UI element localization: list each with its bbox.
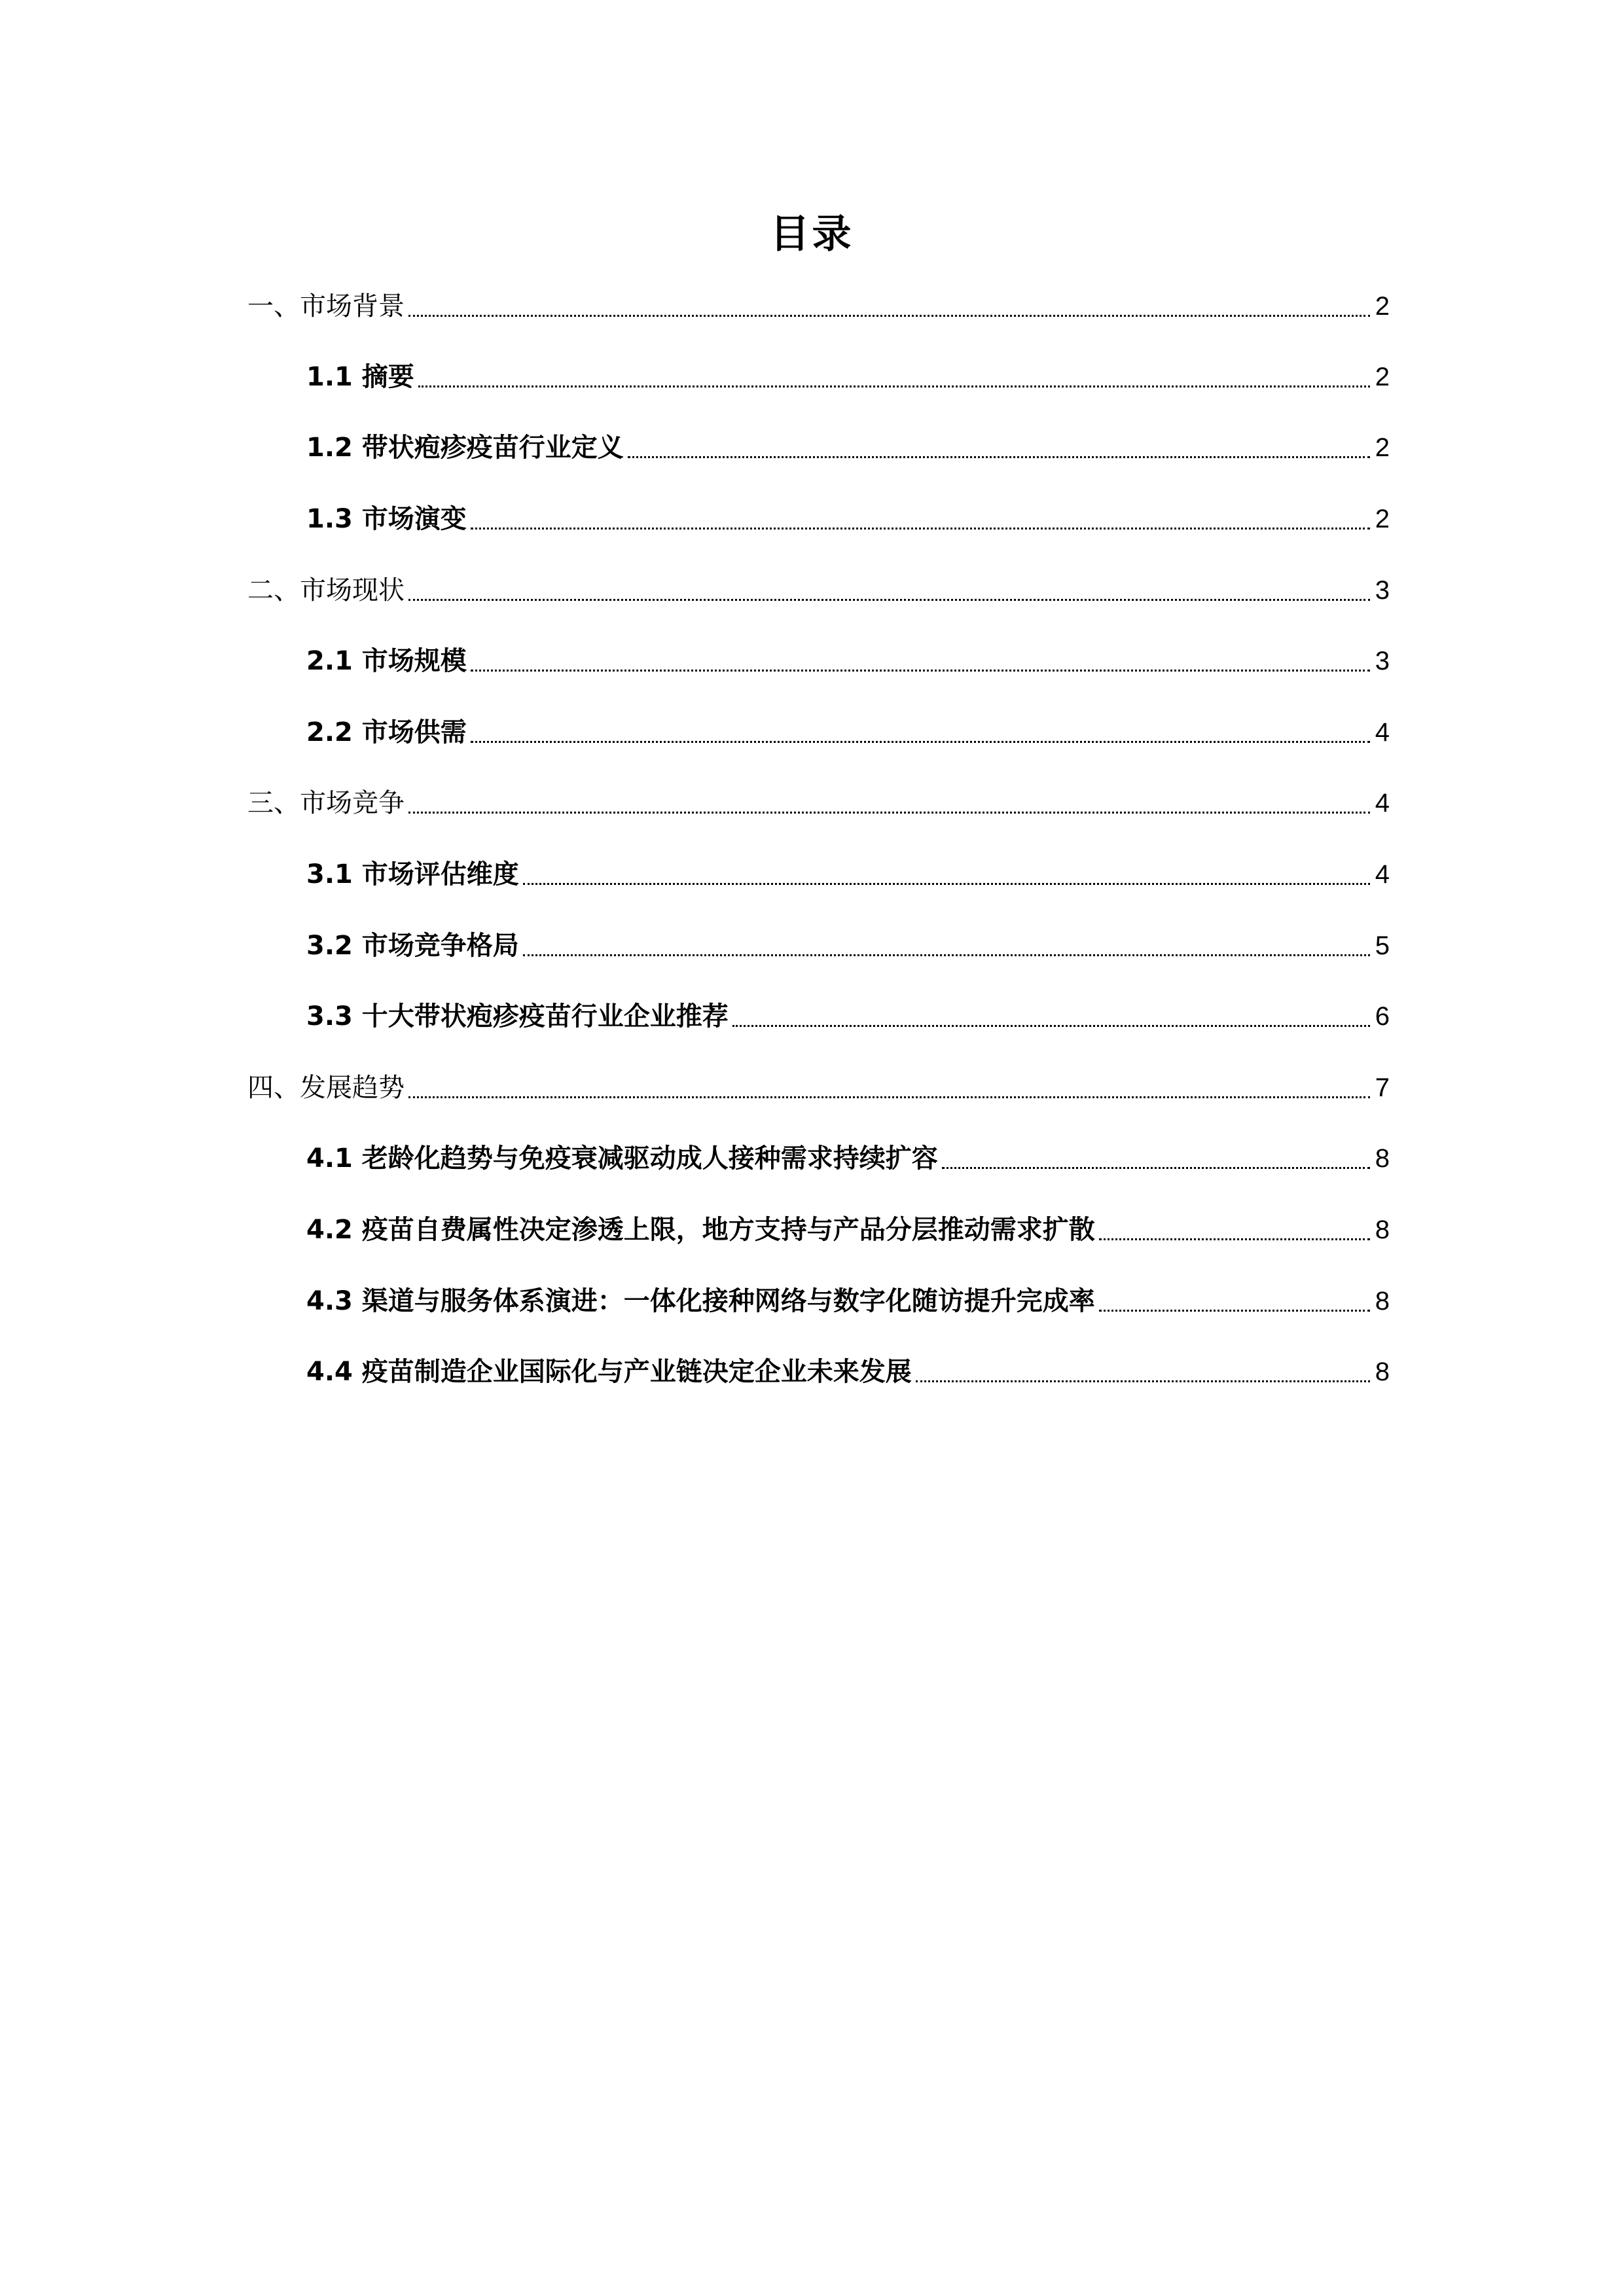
toc-dot-leader (916, 1380, 1370, 1382)
toc-dot-leader (408, 812, 1370, 814)
toc-entry[interactable] (306, 856, 1390, 893)
toc-dot-leader (1099, 1238, 1370, 1240)
toc-dot-leader (418, 386, 1370, 387)
toc-entry-page: 6 (1375, 1002, 1390, 1031)
toc-title: 目录 (770, 211, 854, 257)
toc-entry-label: 4.1 老龄化趋势与免疫衰减驱动成人接种需求持续扩容 (306, 1143, 938, 1174)
toc-dot-leader (471, 741, 1370, 743)
toc-dot-leader (408, 315, 1370, 317)
toc-entry-page: 8 (1375, 1287, 1390, 1316)
toc-dot-leader (523, 883, 1370, 885)
toc-entry[interactable] (306, 429, 1390, 466)
toc-dot-leader (408, 1096, 1370, 1098)
toc-entry[interactable] (306, 714, 1390, 751)
toc-entry-label: 1.1 摘要 (306, 362, 414, 392)
toc-entry-page: 2 (1375, 505, 1390, 533)
toc-dot-leader (471, 528, 1370, 529)
toc-entry-page: 7 (1375, 1073, 1390, 1102)
toc-entry-label: 4.3 渠道与服务体系演进：一体化接种网络与数字化随访提升完成率 (306, 1286, 1095, 1316)
toc-entry-label: 2.1 市场规模 (306, 646, 467, 676)
toc-entry-label: 2.2 市场供需 (306, 717, 467, 747)
toc-entry-page: 8 (1375, 1357, 1390, 1386)
toc-entry-label: 4.4 疫苗制造企业国际化与产业链决定企业未来发展 (306, 1357, 912, 1387)
toc-entry[interactable] (306, 501, 1390, 537)
toc-entry[interactable] (306, 998, 1390, 1035)
toc-dot-leader (942, 1167, 1370, 1169)
toc-entry-label: 3.1 市场评估维度 (306, 859, 519, 889)
toc-dot-leader (732, 1025, 1370, 1027)
toc-entry[interactable] (247, 288, 1390, 325)
toc-entry-label: 四、发展趋势 (247, 1073, 405, 1103)
toc-entry-page: 2 (1375, 433, 1390, 462)
toc-entry-page: 4 (1375, 789, 1390, 817)
toc-dot-leader (523, 954, 1370, 956)
toc-entry-label: 3.2 市场竞争格局 (306, 931, 519, 961)
toc-entry-page: 3 (1375, 647, 1390, 675)
toc-entry-page: 8 (1375, 1144, 1390, 1173)
toc-entry[interactable] (306, 643, 1390, 679)
toc-entry-page: 8 (1375, 1215, 1390, 1244)
toc-entry-page: 3 (1375, 576, 1390, 605)
toc-dot-leader (408, 599, 1370, 601)
toc-entry-page: 5 (1375, 931, 1390, 960)
toc-dot-leader (628, 456, 1370, 458)
toc-entry[interactable] (306, 927, 1390, 964)
toc-entry[interactable] (247, 785, 1390, 821)
toc-entry-page: 4 (1375, 718, 1390, 747)
toc-dot-leader (1099, 1310, 1370, 1312)
toc-entry[interactable] (306, 1354, 1390, 1390)
toc-entry-label: 一、市场背景 (247, 291, 405, 321)
toc-entry-label: 三、市场竞争 (247, 788, 405, 818)
toc-entry-page: 2 (1375, 292, 1390, 321)
toc-entry[interactable] (306, 1140, 1390, 1177)
toc-entry[interactable] (247, 572, 1390, 609)
toc-entry-label: 二、市场现状 (247, 575, 405, 605)
toc-dot-leader (471, 670, 1370, 672)
toc-entry-label: 1.3 市场演变 (306, 504, 467, 534)
toc-entry-label: 4.2 疫苗自费属性决定渗透上限，地方支持与产品分层推动需求扩散 (306, 1215, 1095, 1245)
toc-entry-page: 2 (1375, 363, 1390, 391)
toc-entry[interactable] (247, 1069, 1390, 1106)
toc-entry-page: 4 (1375, 860, 1390, 889)
toc-entry[interactable] (306, 359, 1390, 395)
toc-entry-label: 1.2 带状疱疹疫苗行业定义 (306, 433, 624, 463)
toc-entry-label: 3.3 十大带状疱疹疫苗行业企业推荐 (306, 1001, 729, 1031)
toc-entry[interactable] (306, 1283, 1390, 1319)
toc-entry[interactable] (306, 1211, 1390, 1248)
